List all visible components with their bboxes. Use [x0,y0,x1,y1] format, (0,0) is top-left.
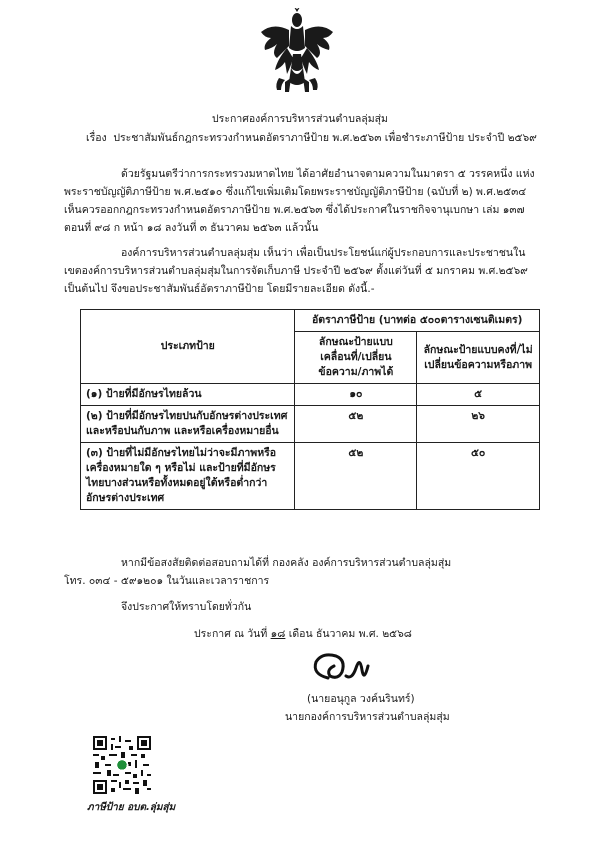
contact-line-2: โทร. ๐๓๔ - ๕๙๑๒๐๑ ในวันและเวลาราชการ [64,575,270,587]
garuda-emblem-icon [257,8,337,92]
date-prefix: ประกาศ ณ วันที่ [194,628,268,640]
signer-position: นายกองค์การบริหารส่วนตำบลลุ่มสุ่ม [285,711,450,723]
row-rate-moving: ๕๒ [295,443,417,510]
announcement-date [194,627,412,642]
row-rate-moving: ๑๐ [295,384,417,406]
paragraph-2-line-2: เขตองค์การบริหารส่วนตำบลลุ่มสุ่มในการจัดเก็บภาษี ประจำปี ๒๕๖๙ ตั้งแต่วันที่ ๕ มกราคม พ.ศ.๒๕๖๙ [64,265,528,277]
table-row [81,384,540,406]
column-header-moving-sign: ลักษณะป้ายแบบเคลื่อนที่/เปลี่ยนข้อความ/ภาพได้ [295,332,417,384]
sign-tax-rate-table [80,309,540,510]
column-header-tax-rate: อัตราภาษีป้าย (บาทต่อ ๕๐๐ตารางเซนติเมตร) [295,310,540,332]
row-rate-fixed: ๕ [417,384,540,406]
subject-prefix: เรื่อง [86,132,107,144]
column-header-sign-type: ประเภทป้าย [81,310,295,384]
paragraph-1-line-1: ด้วยรัฐมนตรีว่าการกระทรวงมหาดไทย ได้อาศัยอำนาจตามความในมาตรา ๕ วรรคหนึ่ง แห่ง [121,168,535,180]
row-rate-fixed: ๒๖ [417,406,540,443]
row-rate-fixed: ๕๐ [417,443,540,510]
contact-line-1: หากมีข้อสงสัยติดต่อสอบถามได้ที่ กองคลัง องค์การบริหารส่วนตำบลลุ่มสุ่ม [121,557,452,569]
org-announcement-line: ประกาศองค์การบริหารส่วนตำบลลุ่มสุ่ม [212,113,388,125]
paragraph-1-line-3: เห็นควรออกกฎกระทรวงกำหนดอัตราภาษีป้าย พ.ศ.๒๕๖๓ ซึ่งได้ประกาศในราชกิจจานุเบกษา เล่ม ๑๓๗ [64,204,525,216]
paragraph-2-line-3: เป็นต้นไป จึงขอประชาสัมพันธ์อัตราภาษีป้าย โดยมีรายละเอียด ดังนี้.- [64,283,375,295]
subject-line [86,131,537,146]
paragraph-1-line-2: พระราชบัญญัติภาษีป้าย พ.ศ.๒๕๑๐ ซึ่งแก้ไขเพิ่มเติมโดยพระราชบัญญัติภาษีป้าย (ฉบับที่ ๒) พ.ศ.๒๕๓๔ [64,186,527,198]
row-sign-type: (๓) ป้ายที่ไม่มีอักษรไทยไม่ว่าจะมีภาพหรือเครื่องหมายใด ๆ หรือไม่ และป้ายที่มีอักษรไทยบางส่วนหรือทั้งหมดอยู่ใต้หรือต่ำกว่าอักษรต่างประเทศ [81,443,295,510]
column-header-fixed-sign: ลักษณะป้ายแบบคงที่/ไม่เปลี่ยนข้อความหรือภาพ [417,332,540,384]
row-sign-type: (๑) ป้ายที่มีอักษรไทยล้วน [81,384,295,406]
signer-name: (นายอนุกูล วงค์นรินทร์) [307,693,415,705]
date-day: ๑๘ [270,628,286,640]
subject-text: ประชาสัมพันธ์กฎกระทรวงกำหนดอัตราภาษีป้าย พ.ศ.๒๕๖๓ เพื่อชำระภาษีป้าย ประจำปี ๒๕๖๙ [113,132,537,144]
date-suffix: เดือน ธันวาคม พ.ศ. ๒๕๖๘ [288,628,412,640]
announcement-closing: จึงประกาศให้ทราบโดยทั่วกัน [121,601,252,613]
paragraph-1-line-4: ตอนที่ ๙๘ ก หน้า ๑๘ ลงวันที่ ๓ ธันวาคม ๒๕๖๓ แล้วนั้น [64,222,319,234]
table-row [81,406,540,443]
qr-caption: ภาษีป้าย อบต.ลุ่มสุ่ม [87,802,176,813]
paragraph-2-line-1: องค์การบริหารส่วนตำบลลุ่มสุ่ม เห็นว่า เพื่อเป็นประโยชน์แก่ผู้ประกอบการและประชาชนใน [121,247,526,259]
qr-code-icon[interactable] [93,736,151,794]
row-rate-moving: ๕๒ [295,406,417,443]
table-row [81,443,540,510]
handwritten-signature [302,648,392,692]
row-sign-type: (๒) ป้ายที่มีอักษรไทยปนกับอักษรต่างประเทศ และหรือปนกับภาพ และหรือเครื่องหมายอื่น [81,406,295,443]
